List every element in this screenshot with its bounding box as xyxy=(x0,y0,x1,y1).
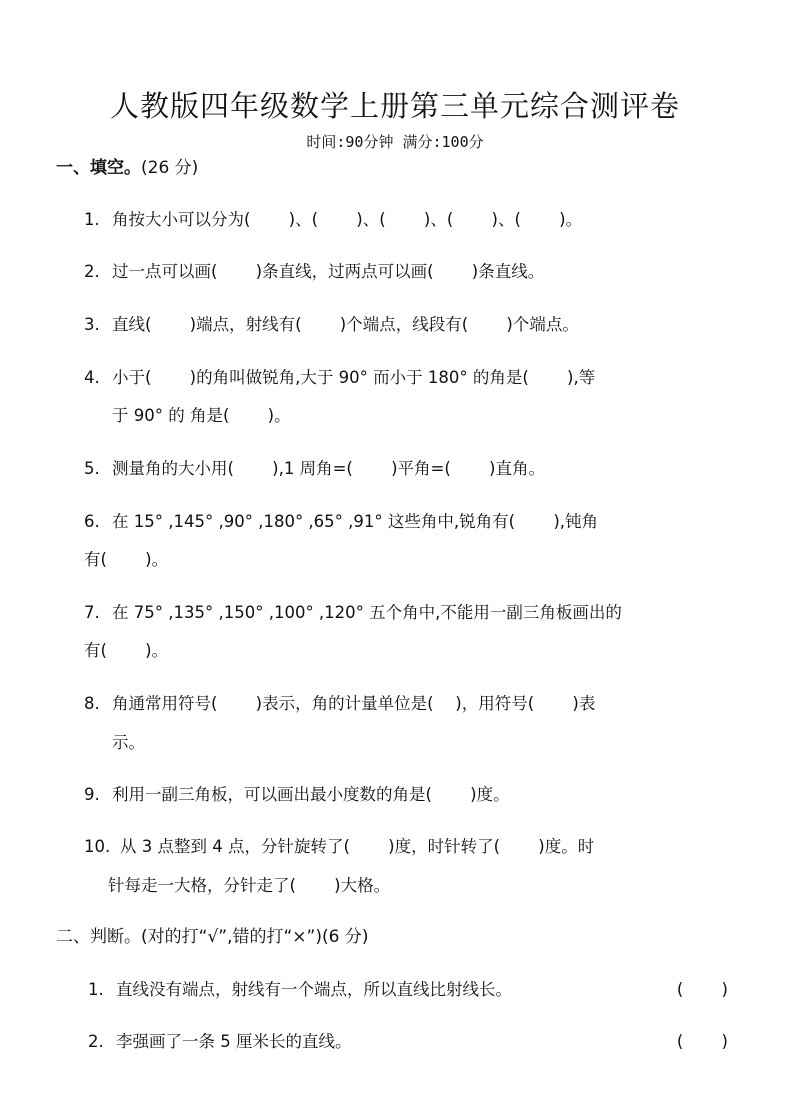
question-number: 1. xyxy=(84,210,100,229)
question-text: 直线( )端点，射线有( )个端点，线段有( )个端点。 xyxy=(112,315,579,334)
question-text: 过一点可以画( )条直线，过两点可以画( )条直线。 xyxy=(112,262,545,281)
question-8-continued: 示。 xyxy=(112,733,145,752)
question-10-continued: 针每走一大格，分针走了( )大格。 xyxy=(108,876,391,895)
section-points: (26 分) xyxy=(141,158,199,178)
question-3 xyxy=(84,311,579,335)
question-number: 9. xyxy=(84,785,100,804)
question-number: 8. xyxy=(84,694,100,713)
question-text: 利用一副三角板，可以画出最小度数的角是( )度。 xyxy=(112,785,510,804)
question-4 xyxy=(84,364,595,388)
question-6-continued: 有( )。 xyxy=(84,550,169,569)
section-true-false-heading: 二、判断。(对的打“√”,错的打“×”)(6 分) xyxy=(56,927,369,947)
question-10 xyxy=(84,833,594,857)
question-text: 直线没有端点，射线有一个端点，所以直线比射线长。 xyxy=(116,980,512,999)
question-8 xyxy=(84,690,595,714)
question-number: 10. xyxy=(84,837,111,856)
question-number: 3. xyxy=(84,315,100,334)
question-text: 角通常用符号( )表示，角的计量单位是( )，用符号( )表 xyxy=(112,694,596,713)
question-7-continued: 有( )。 xyxy=(84,641,169,660)
question-number: 1. xyxy=(88,980,104,999)
question-text: 从 3 点整到 4 点，分针旋转了( )度，时针转了( )度。时 xyxy=(120,837,595,856)
question-5 xyxy=(84,455,545,479)
question-text: 小于( )的角叫做锐角,大于 90° 而小于 180° 的角是( ),等 xyxy=(112,368,596,387)
question-number: 5. xyxy=(84,459,100,478)
judge-question-1 xyxy=(88,976,512,1000)
section-title: 一、填空。 xyxy=(56,158,141,178)
question-number: 4. xyxy=(84,368,100,387)
question-text: 测量角的大小用( ),1 周角=( )平角=( )直角。 xyxy=(112,459,545,478)
question-4-continued: 于 90° 的 角是( )。 xyxy=(112,406,291,425)
section-fill-blank-heading xyxy=(56,153,198,178)
question-2 xyxy=(84,258,544,282)
question-number: 6. xyxy=(84,512,100,531)
question-9 xyxy=(84,781,510,805)
question-6 xyxy=(84,508,598,532)
judge-question-2 xyxy=(88,1028,352,1052)
question-number: 7. xyxy=(84,603,100,622)
question-number: 2. xyxy=(84,262,100,281)
question-text: 角按大小可以分为( )、( )、( )、( )、( )。 xyxy=(112,210,583,229)
question-text: 在 75° ,135° ,150° ,100° ,120° 五个角中,不能用一副三角板画出的 xyxy=(112,603,622,622)
exam-info: 时间:90分钟 满分:100分 xyxy=(306,133,484,151)
question-1 xyxy=(84,206,582,230)
page-title: 人教版四年级数学上册第三单元综合测评卷 xyxy=(109,89,680,123)
question-7 xyxy=(84,599,622,623)
answer-blank[interactable]: ( ) xyxy=(676,1032,728,1051)
question-number: 2. xyxy=(88,1032,104,1051)
question-text: 李强画了一条 5 厘米长的直线。 xyxy=(116,1032,352,1051)
answer-blank[interactable]: ( ) xyxy=(676,980,728,999)
question-text: 在 15° ,145° ,90° ,180° ,65° ,91° 这些角中,锐角有( ),钝角 xyxy=(112,512,599,531)
